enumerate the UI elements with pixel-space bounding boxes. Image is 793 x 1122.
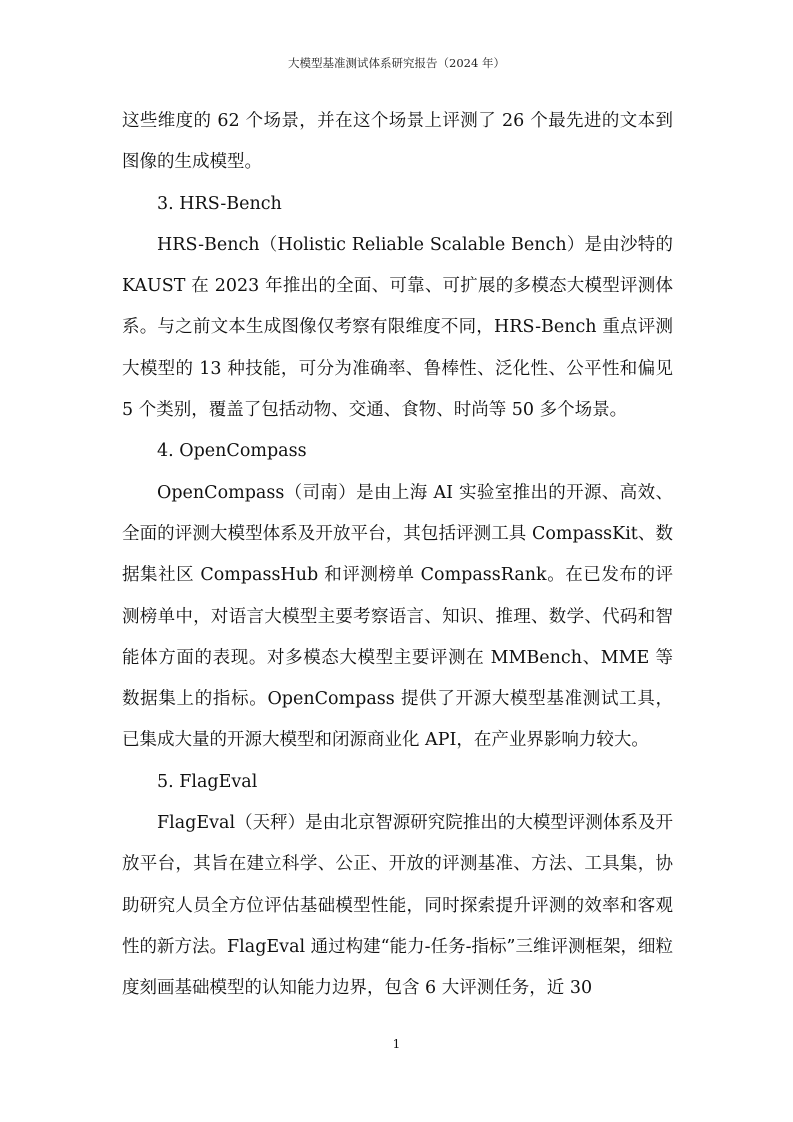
paragraph-hrs-bench: HRS-Bench（Holistic Reliable Scalable Bench）是由沙特的 KAUST 在 2023 年推出的全面、可靠、可扩展的多模态大模型评测体系。与之前文本生成图像仅考察有限维度不同，HRS-Bench 重点评测大模型的 13 种技能，可分为准确率、鲁棒性、泛化性、公平性和偏见 5 个类别，覆盖了包括动物、交通、食物、时尚等 50 多个场景。 — [122, 234, 673, 421]
running-header: 大模型基准测试体系研究报告（2024 年） — [288, 56, 505, 70]
section-heading-flageval: 5. FlagEval — [157, 771, 258, 792]
section-heading-opencompass: 4. OpenCompass — [157, 441, 307, 462]
paragraph-opencompass: OpenCompass（司南）是由上海 AI 实验室推出的开源、高效、全面的评测大模型体系及开放平台，其包括评测工具 CompassKit、数据集社区 CompassHub 和评测榜单 CompassRank。在已发布的评测榜单中，对语言大模型主要考察语言、知识、推理、数学、代码和智能体方面的表现。对多模态大模型主要评测在 MMBench、MME 等数据集上的指标。OpenCompass 提供了开源大模型基准测试工具，已集成大量的开源大模型和闭源商业化 API，在产业界影响力较大。 — [122, 482, 673, 751]
paragraph-continuation: 这些维度的 62 个场景，并在这个场景上评测了 26 个最先进的文本到图像的生成模型。 — [122, 111, 673, 173]
body-text — [122, 101, 673, 1010]
page-number: 1 — [392, 1037, 401, 1051]
section-heading-hrs-bench: 3. HRS-Bench — [157, 193, 282, 214]
paragraph-flageval: FlagEval（天秤）是由北京智源研究院推出的大模型评测体系及开放平台，其旨在建立科学、公正、开放的评测基准、方法、工具集，协助研究人员全方位评估基础模型性能，同时探索提升评测的效率和客观性的新方法。FlagEval 通过构建“能力-任务-指标”三维评测框架，细粒度刻画基础模型的认知能力边界，包含 6 大评测任务，近 30 — [122, 813, 673, 999]
